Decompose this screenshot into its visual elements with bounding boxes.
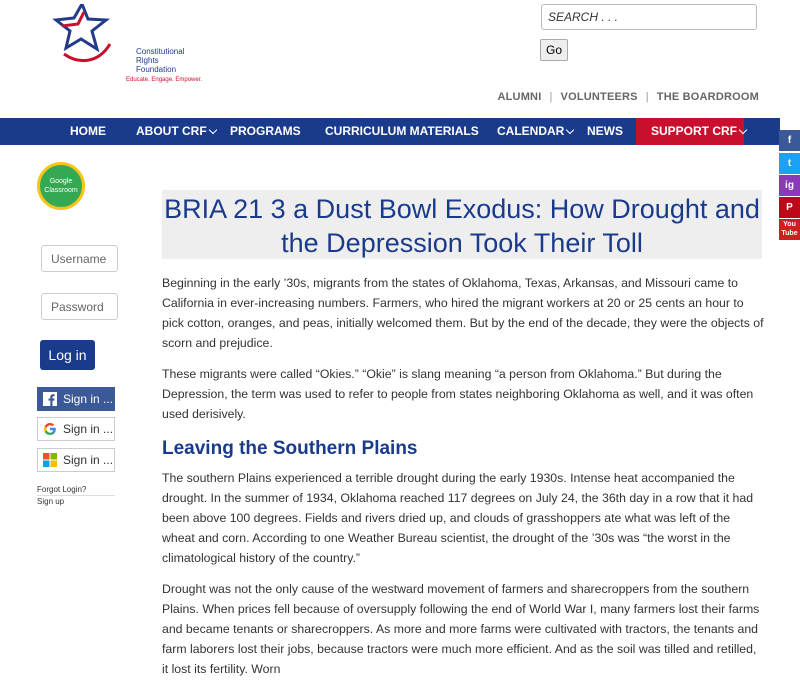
youtube-icon-label: You Tube [781,221,798,237]
nav-curriculum-label: CURRICULUM MATERIALS [325,124,479,138]
top-link-volunteers[interactable]: VOLUNTEERS [560,91,638,103]
nav-about[interactable] [136,118,216,145]
nav-about-label: ABOUT CRF [136,124,207,138]
article-body [162,273,765,690]
article-paragraph: These migrants were called “Okies.” “Okie” is slang meaning “a person from Oklahoma.” But during the Depression, the term was used to refer to people from states neighboring Oklahoma as well, and it was often used derisively. [162,367,754,421]
page-title: BRIA 21 3 a Dust Bowl Exodus: How Drought and the Depression Took Their Toll [164,194,760,258]
forgot-login-link[interactable]: Forgot Login? [37,485,87,494]
main-nav [0,118,780,145]
classroom-line1: Google [49,178,73,185]
separator: | [549,91,553,103]
search-input[interactable] [541,4,757,30]
nav-news-label: NEWS [587,124,623,138]
facebook-icon-label: f [787,135,792,146]
facebook-signin-button[interactable] [37,387,115,411]
nav-curriculum[interactable] [325,118,479,145]
instagram-icon-label: ig [785,180,794,191]
nav-programs[interactable] [230,118,301,145]
top-links [497,91,759,103]
title-box [162,190,762,259]
instagram-icon[interactable] [779,175,800,196]
logo-line2: Rights [136,56,159,65]
article-paragraph: The southern Plains experienced a terrible drought during the early 1930s. Intense heat accompanied the drought. In the summer of 1934, Oklahoma reached 117 degrees on July 24, the 36th day in a row that it had been above 100 degrees. Fields and rivers dried up, and clouds of grasshoppers ate what was left of the wheat and corn. According to one Weather Bureau scientist, the drought of the ’30s was “the worst in the climatological history of the country.” [162,471,754,565]
nav-support[interactable] [636,118,744,145]
nav-programs-label: PROGRAMS [230,124,301,138]
facebook-signin-label: Sign in ... [63,392,114,406]
nav-home-label: HOME [70,124,106,138]
nav-home[interactable] [60,118,116,145]
chevron-down-icon [566,126,574,134]
top-link-boardroom[interactable]: THE BOARDROOM [656,91,759,103]
signup-link[interactable]: Sign up [37,497,65,506]
divider [37,495,115,496]
nav-calendar[interactable] [497,118,573,145]
section-heading: Leaving the Southern Plains [162,438,418,459]
logo-tagline: Educate. Engage. Empower. [126,77,203,83]
chevron-down-icon [208,126,216,134]
google-signin-button[interactable] [37,417,115,441]
top-link-alumni[interactable]: ALUMNI [497,91,542,103]
google-classroom-button[interactable] [37,162,85,210]
nav-support-label: SUPPORT CRF [651,124,738,138]
google-signin-label: Sign in ... [63,422,114,436]
chevron-down-icon [739,126,747,134]
twitter-icon-label: t [787,158,792,169]
facebook-icon[interactable] [779,130,800,151]
microsoft-signin-button[interactable] [37,448,115,472]
password-field[interactable] [41,293,118,320]
nav-calendar-label: CALENDAR [497,124,565,138]
pinterest-icon[interactable] [779,197,800,218]
logo-line1: Constitutional [136,47,185,56]
google-icon [43,422,57,436]
crf-logo[interactable] [48,4,203,84]
article-paragraph: Drought was not the only cause of the westward movement of farmers and sharecroppers from the southern Plains. When prices fell because of oversupply following the end of World War I, many farmers lost their farms and became tenants or sharecroppers. As more and more farms were cultivated with tractors, the tenants and farm laborers lost their jobs, because tractors were much more efficient. And as the soil was tilled and retilled, it lost its fertility. Worn [162,582,760,676]
login-button[interactable]: Log in [40,340,95,370]
article-paragraph: Beginning in the early ’30s, migrants from the states of Oklahoma, Texas, Arkansas, and Missouri came to California in ever-increasing numbers. Farmers, who hired the migrant workers at 20 or 25 cents an hour to pick cotton, oranges, and peas, initially welcomed them. But by the end of the decade, they were the objects of scorn and prejudice. [162,276,764,350]
pinterest-icon-label: P [786,202,793,213]
separator: | [645,91,649,103]
nav-news[interactable] [587,118,623,145]
logo-line3: Foundation [136,65,177,74]
classroom-line2: Classroom [44,187,78,194]
facebook-icon [43,392,57,406]
username-field[interactable] [41,245,118,272]
microsoft-signin-label: Sign in ... [63,453,114,467]
microsoft-icon [43,453,57,467]
twitter-icon[interactable] [779,153,800,174]
search-go-button[interactable]: Go [540,39,568,61]
youtube-icon[interactable] [779,219,800,240]
